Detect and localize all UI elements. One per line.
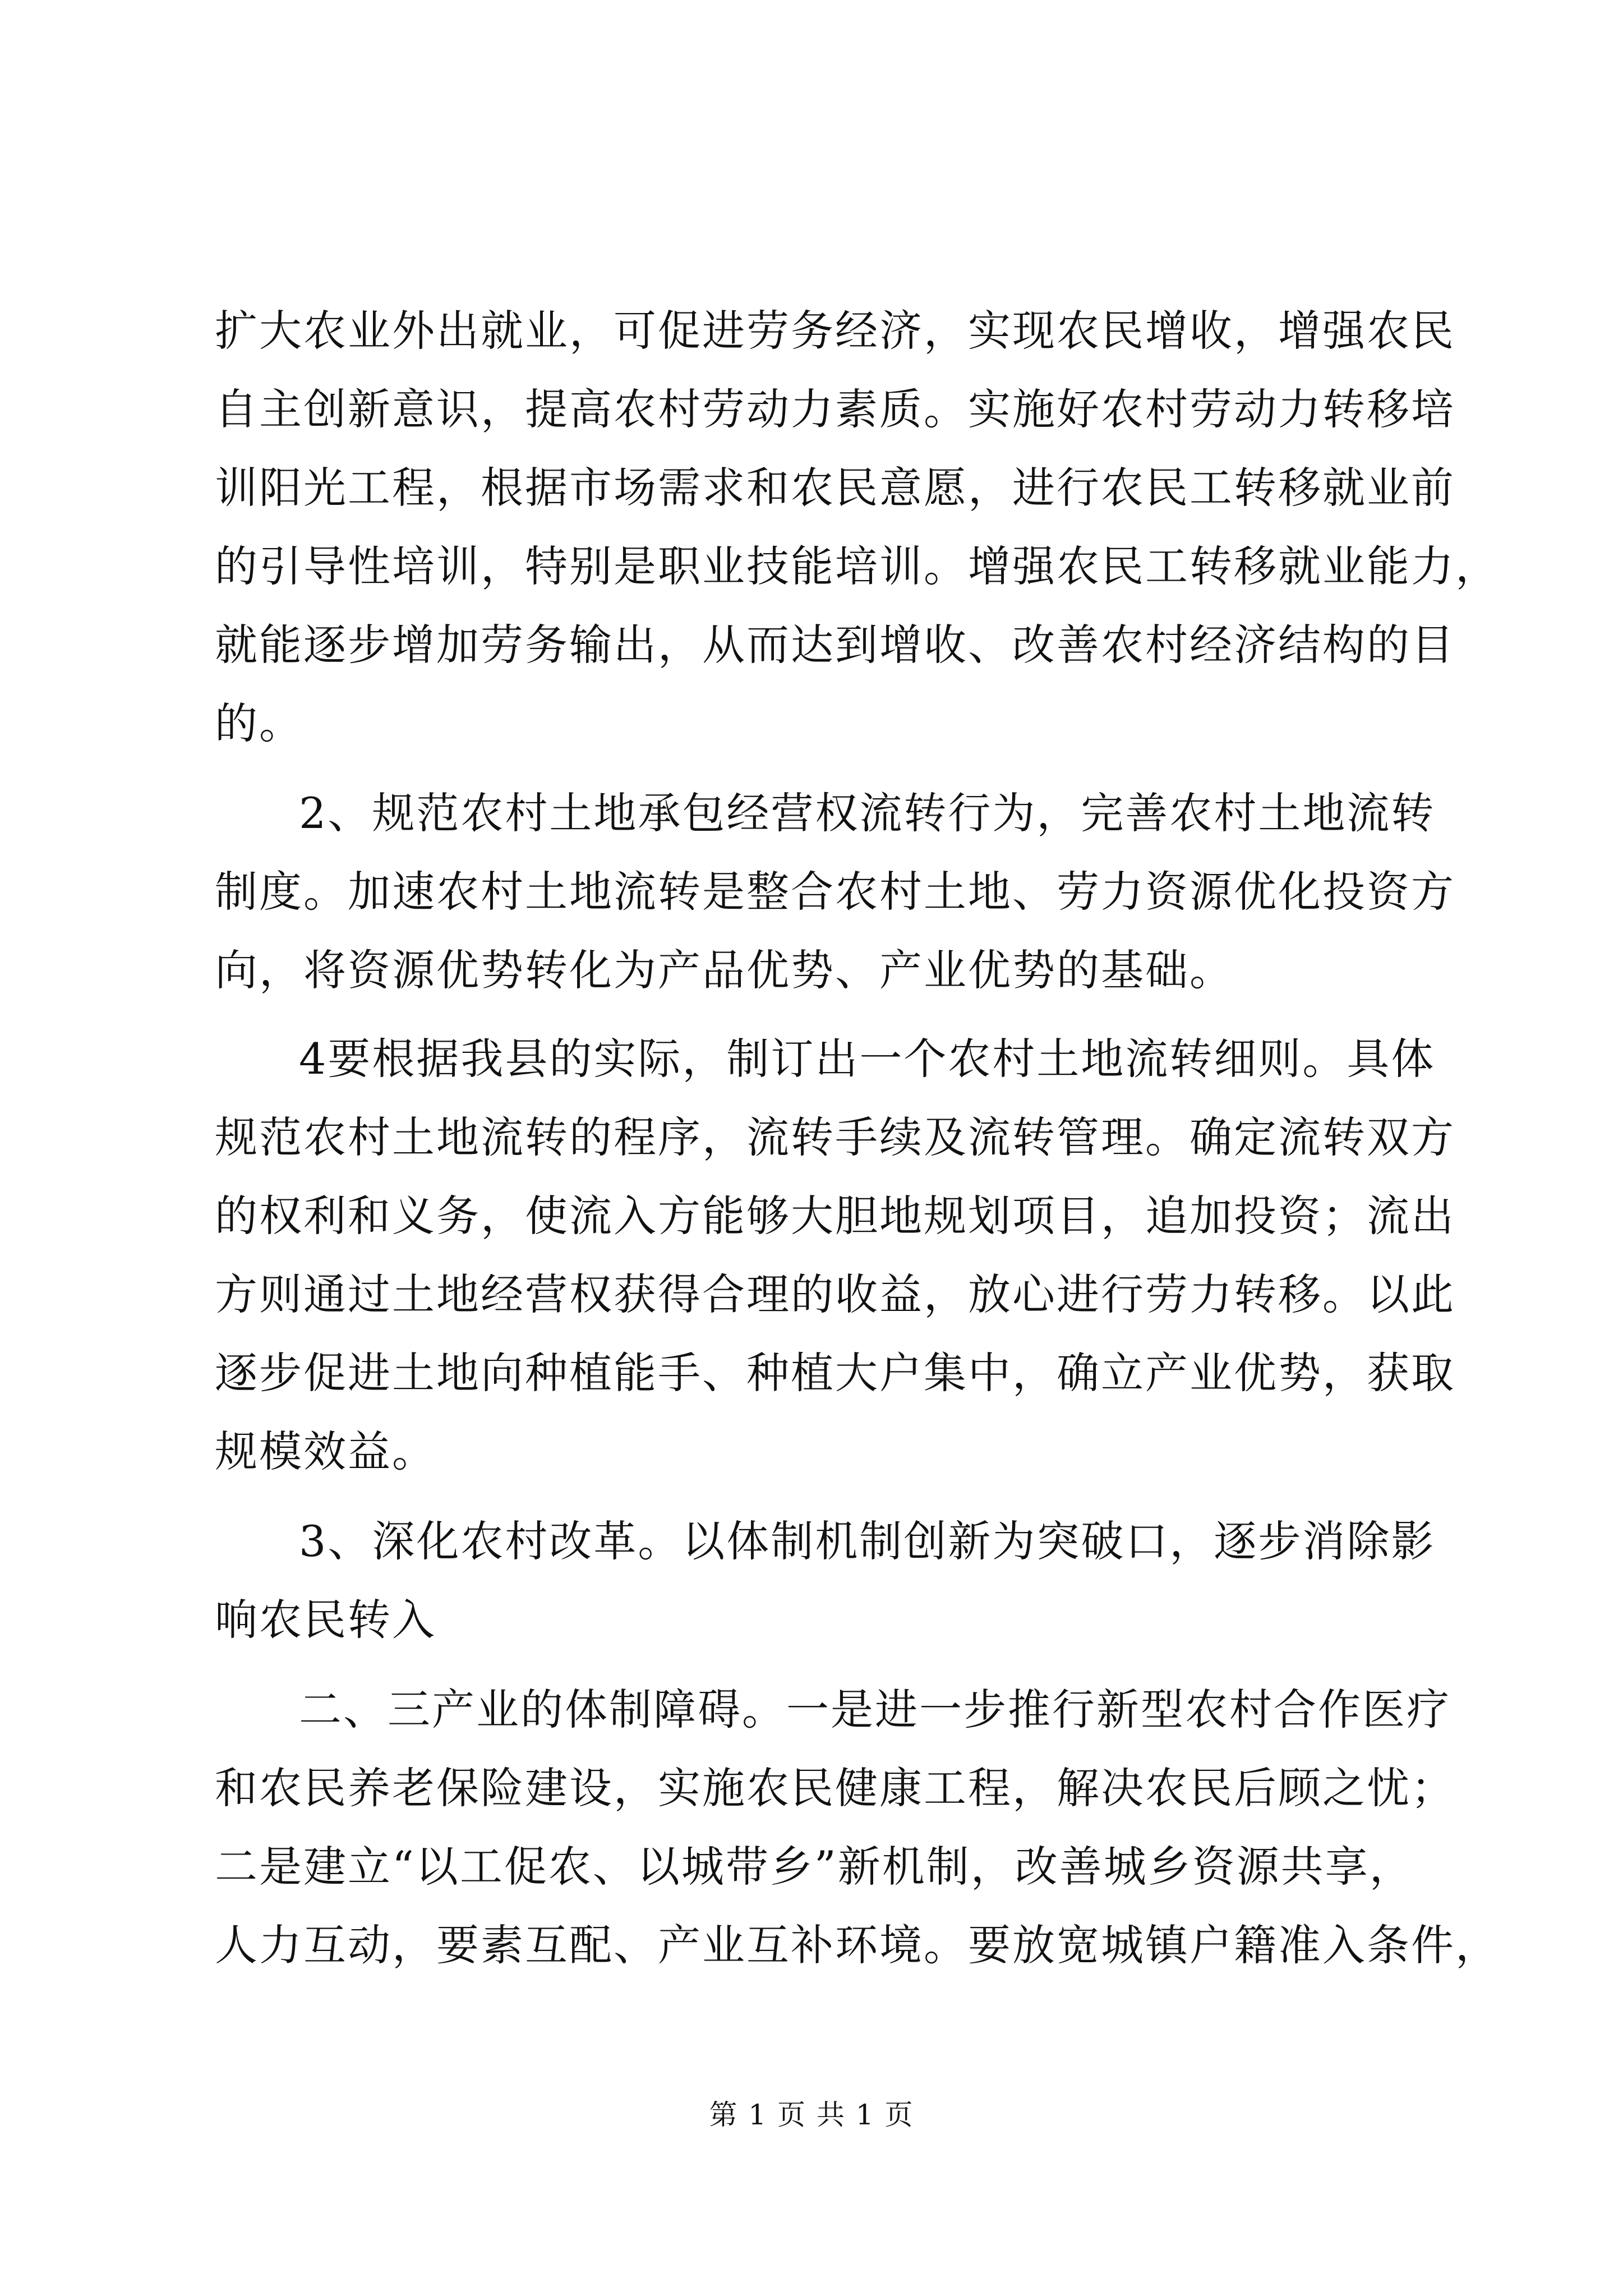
body-line: 人力互动，要素互配、产业互补环境。要放宽城镇户籍准入条件， [215, 1920, 1500, 1970]
body-line: 响农民转入 [215, 1595, 436, 1645]
body-line: 规模效益。 [215, 1427, 436, 1476]
body-line: 训阳光工程，根据市场需求和农民意愿，进行农民工转移就业前 [215, 463, 1455, 513]
body-line: 制度。加速农村土地流转是整合农村土地、劳力资源优化投资方 [215, 867, 1455, 917]
body-line: 的引导性培训，特别是职业技能培训。增强农民工转移就业能力， [215, 541, 1500, 591]
body-line: 的权利和义务，使流入方能够大胆地规划项目，追加投资；流出 [215, 1191, 1455, 1241]
body-line: 的。 [215, 698, 303, 748]
body-line: 逐步促进土地向种植能手、种植大户集中，确立产业优势，获取 [215, 1348, 1455, 1398]
body-line: 二是建立“以工促农、以城带乡”新机制，改善城乡资源共享， [215, 1842, 1414, 1892]
paragraph-start-line: 3、深化农村改革。以体制机制创新为突破口，逐步消除影 [299, 1516, 1436, 1566]
paragraph-start-line: 2、规范农村土地承包经营权流转行为，完善农村土地流转 [299, 788, 1436, 838]
page-number-footer: 第 1 页 共 1 页 [709, 2099, 914, 2131]
body-line: 自主创新意识，提高农村劳动力素质。实施好农村劳动力转移培 [215, 384, 1455, 434]
body-line: 向，将资源优势转化为产品优势、产业优势的基础。 [215, 945, 1234, 995]
body-line: 就能逐步增加劳务输出，从而达到增收、改善农村经济结构的目 [215, 620, 1455, 670]
body-line: 扩大农业外出就业，可促进劳务经济，实现农民增收，增强农民 [215, 306, 1455, 356]
body-line: 规范农村土地流转的程序，流转手续及流转管理。确定流转双方 [215, 1112, 1455, 1162]
body-line: 和农民养老保险建设，实施农民健康工程，解决农民后顾之忧； [215, 1763, 1455, 1813]
paragraph-start-line: 4要根据我县的实际，制订出一个农村土地流转细则。具体 [299, 1034, 1436, 1084]
paragraph-start-line: 二、三产业的体制障碍。一是进一步推行新型农村合作医疗 [299, 1685, 1451, 1734]
body-line: 方则通过土地经营权获得合理的收益，放心进行劳力转移。以此 [215, 1269, 1455, 1319]
